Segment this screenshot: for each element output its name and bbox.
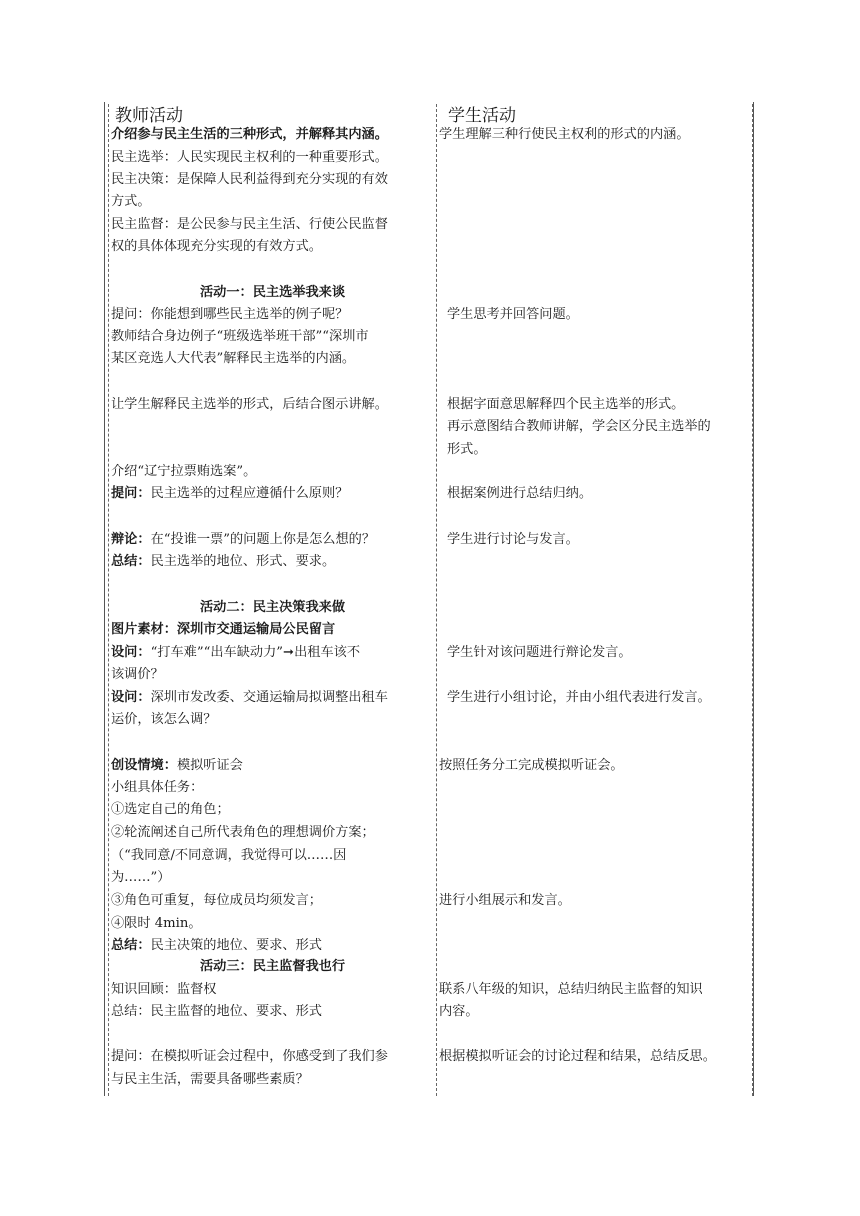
teacher-line-text: 总结：民主监督的地位、要求、形式 [111, 1004, 322, 1019]
student-line [439, 124, 751, 146]
teacher-line-text: 知识回顾：监督权 [111, 982, 217, 997]
teacher-line [111, 619, 431, 641]
teacher-line [111, 124, 431, 146]
teacher-line-text: 方式。 [111, 194, 151, 209]
teacher-line-text: 民主监督：是公民参与民主生活、行使公民监督 [111, 217, 388, 232]
teacher-line-text: 在“投谁一票”的问题上你是怎么想的？ [150, 532, 376, 547]
teacher-line-text: 教师结合身边例子“班级选举班干部”“深圳市 [111, 329, 369, 344]
teacher-line-text: 某区竞选人大代表”解释民主选举的内涵。 [111, 351, 356, 366]
page-frame-right [753, 102, 754, 1096]
student-line-text: 学生进行小组讨论，并由小组代表进行发言。 [447, 690, 711, 705]
student-line [439, 755, 751, 777]
teacher-line [111, 755, 431, 777]
teacher-line [111, 461, 431, 483]
teacher-line [111, 394, 431, 416]
teacher-line-text: 提问：在模拟听证会过程中，你感受到了我们参 [111, 1049, 388, 1064]
student-line [447, 483, 592, 505]
student-line-text: 根据字面意思解释四个民主选举的形式。 [447, 397, 685, 412]
teacher-line-text: 与民主生活，需要具备哪些素质？ [111, 1072, 309, 1087]
teacher-line-text: 运价，该怎么调？ [111, 712, 217, 727]
teacher-line [109, 597, 436, 619]
teacher-line-text: 民主选举的地位、形式、要求。 [150, 554, 336, 569]
teacher-line [111, 867, 431, 889]
student-line [447, 687, 711, 709]
teacher-line [111, 348, 431, 370]
student-line [439, 1001, 751, 1023]
student-line-text: 学生思考并回答问题。 [447, 307, 579, 322]
student-line-text: 根据案例进行总结归纳。 [447, 486, 593, 501]
teacher-line [111, 777, 431, 799]
teacher-line [111, 709, 431, 731]
page-frame-left [104, 102, 105, 1096]
student-line-text: 形式。 [447, 442, 487, 457]
teacher-line [111, 304, 431, 326]
teacher-line [111, 1046, 431, 1068]
teacher-line [111, 687, 431, 709]
teacher-line-text: 该调价？ [111, 667, 164, 682]
student-line-text: 学生理解三种行使民主权利的形式的内涵。 [439, 127, 690, 142]
student-line [447, 642, 632, 664]
student-line-text: 联系八年级的知识，总结归纳民主监督的知识 [439, 982, 703, 997]
teacher-line-text: 让学生解释民主选举的形式，后结合图示讲解。 [111, 397, 388, 412]
student-line [447, 529, 579, 551]
teacher-line [111, 890, 431, 912]
teacher-activity-header: 教师活动 [115, 106, 183, 126]
teacher-line-label: 设问： [111, 690, 151, 705]
teacher-line [111, 642, 431, 664]
teacher-line-text: ④限时 4min。 [111, 916, 202, 931]
teacher-line [111, 483, 431, 505]
teacher-line-text: 介绍参与民主生活的三种形式，并解释其内涵。 [111, 127, 388, 142]
student-line [447, 439, 487, 461]
student-line-text: 学生针对该问题进行辩论发言。 [447, 645, 632, 660]
teacher-line-text: ③角色可重复，每位成员均须发言； [111, 893, 322, 908]
teacher-line [111, 169, 431, 191]
teacher-line [111, 191, 431, 213]
lesson-plan-table [108, 104, 753, 1096]
teacher-line-text: 活动三：民主监督我也行 [199, 959, 346, 974]
teacher-line [111, 214, 431, 236]
student-line [447, 416, 711, 438]
teacher-line-label: 总结： [111, 554, 151, 569]
student-line-text: 进行小组展示和发言。 [439, 893, 571, 908]
teacher-line [111, 236, 431, 258]
teacher-line [111, 913, 431, 935]
teacher-line [111, 935, 431, 957]
teacher-line-text: 活动二：民主决策我来做 [199, 600, 346, 615]
teacher-line [111, 979, 431, 1001]
teacher-line-label: 创设情境： [111, 758, 177, 773]
teacher-line-text: 为……”） [111, 870, 171, 885]
teacher-line [111, 326, 431, 348]
teacher-line-text: 民主决策：是保障人民利益得到充分实现的有效 [111, 172, 388, 187]
student-line [439, 979, 751, 1001]
teacher-line-text: （“我同意/不同意调，我觉得可以……因 [111, 848, 347, 863]
student-activity-header: 学生活动 [448, 106, 516, 126]
student-line [439, 1046, 751, 1068]
teacher-line-text: 民主决策的地位、要求、形式 [150, 938, 322, 953]
student-line [439, 890, 751, 912]
teacher-line [111, 664, 431, 686]
teacher-line-text: 提问：你能想到哪些民主选举的例子呢？ [111, 307, 349, 322]
teacher-line [111, 529, 431, 551]
student-line-text: 按照任务分工完成模拟听证会。 [439, 758, 624, 773]
teacher-line [109, 956, 436, 978]
teacher-line-text: 民主选举的过程应遵循什么原则？ [150, 486, 349, 501]
teacher-line [111, 1069, 431, 1091]
student-line-text: 内容。 [439, 1004, 479, 1019]
teacher-line-text: ①选定自己的角色； [111, 802, 230, 817]
student-line [447, 394, 684, 416]
teacher-line [111, 799, 431, 821]
teacher-line-text: 权的具体体现充分实现的有效方式。 [111, 239, 322, 254]
teacher-line-label: 总结： [111, 938, 151, 953]
teacher-line [111, 147, 431, 169]
teacher-line-text: 深圳市发改委、交通运输局拟调整出租车 [150, 690, 388, 705]
teacher-line-label: 设问： [111, 645, 151, 660]
teacher-line-label: 提问： [111, 486, 151, 501]
teacher-line [111, 551, 431, 573]
teacher-line-text: 活动一：民主选举我来谈 [199, 285, 346, 300]
teacher-line-text: 介绍“辽宁拉票贿选案”。 [111, 464, 257, 479]
student-line-text: 学生进行讨论与发言。 [447, 532, 579, 547]
student-line-text: 根据模拟听证会的讨论过程和结果，总结反思。 [439, 1049, 716, 1064]
teacher-line [111, 1001, 431, 1023]
student-line-text: 再示意图结合教师讲解，学会区分民主选举的 [447, 419, 711, 434]
teacher-line-text: 图片素材：深圳市交通运输局公民留言 [111, 622, 336, 637]
column-divider [436, 104, 437, 1096]
student-line [447, 304, 579, 326]
teacher-line-text: 模拟听证会 [176, 758, 243, 773]
teacher-line-text: ②轮流阐述自己所代表角色的理想调价方案； [111, 825, 375, 840]
teacher-line-text: 小组具体任务： [111, 780, 204, 795]
teacher-line [111, 822, 431, 844]
teacher-line [111, 845, 431, 867]
teacher-line-label: 辩论： [111, 532, 151, 547]
teacher-line-text: 民主选举：人民实现民主权利的一种重要形式。 [111, 150, 388, 165]
teacher-line-text: “打车难”“出车缺动力”➞出租车该不 [150, 645, 361, 660]
teacher-line [109, 282, 436, 304]
